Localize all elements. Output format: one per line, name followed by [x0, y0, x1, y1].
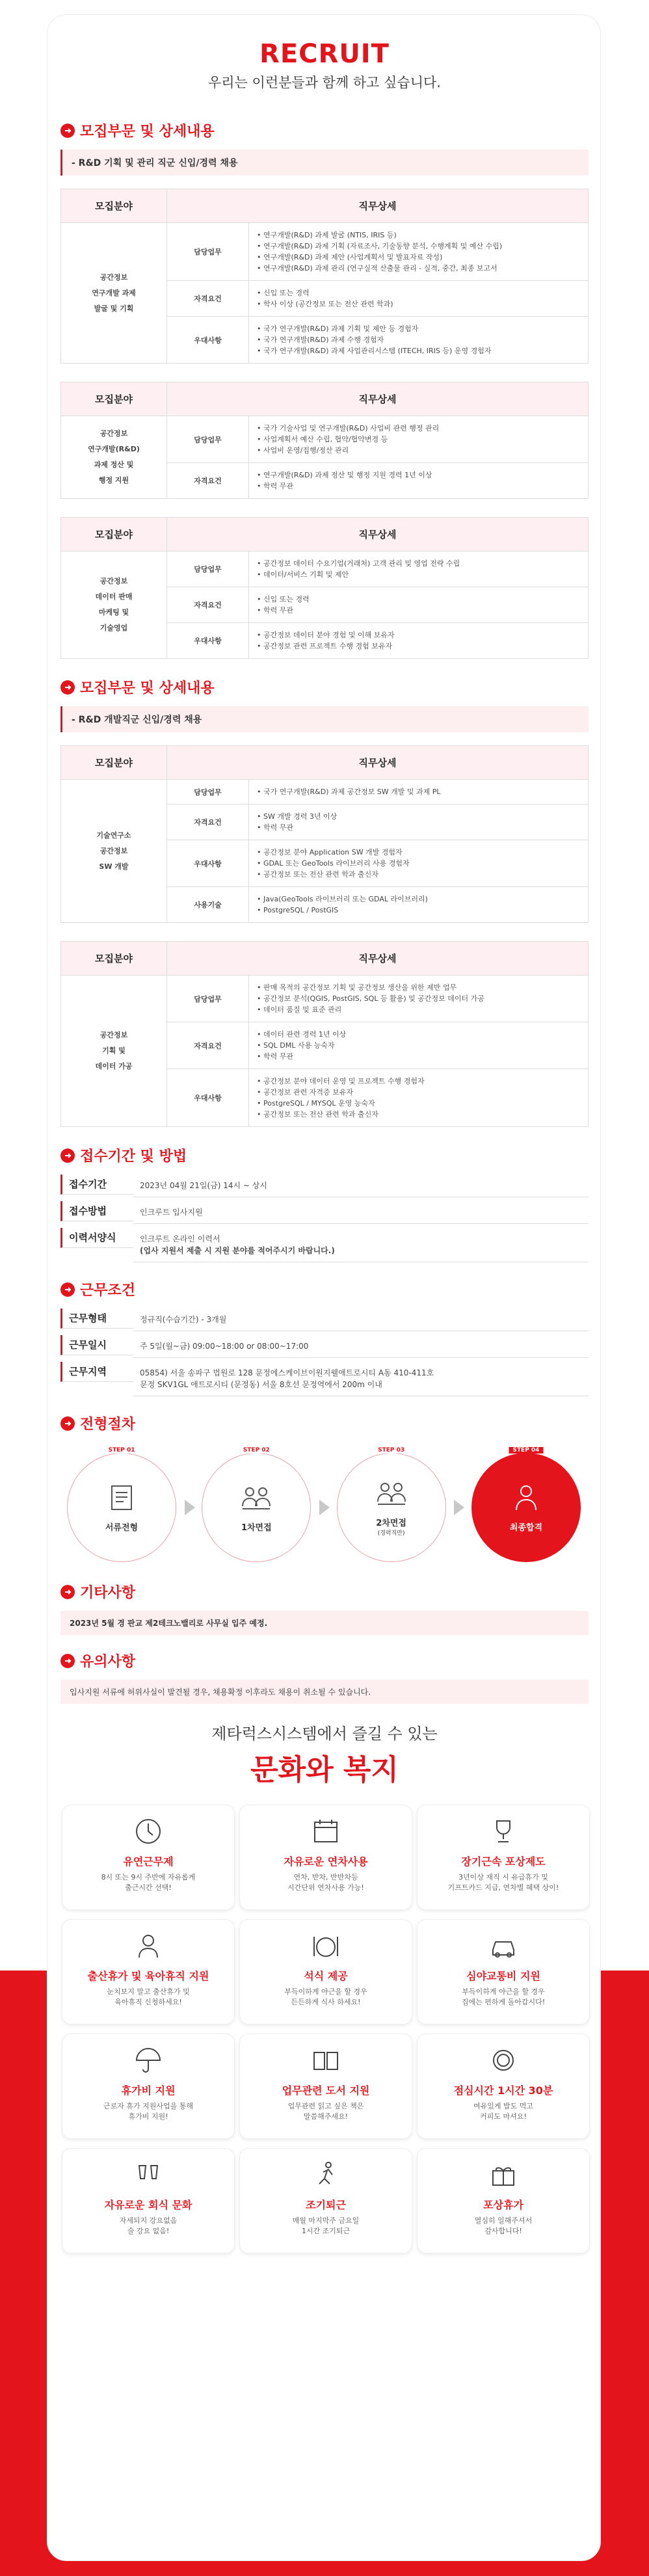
category-cell: 우대사항: [167, 1069, 249, 1127]
detail-cell: [249, 887, 589, 923]
info-value-text: 인크루트 온라인 이력서: [140, 1234, 220, 1243]
job-table: [60, 941, 589, 1127]
th-detail: 직무상세: [167, 518, 589, 551]
perk-card: [239, 2034, 412, 2139]
detail-item: • 신입 또는 경력: [257, 594, 580, 605]
category-cell: 자격요건: [167, 281, 249, 317]
category-cell: 사용기술: [167, 887, 249, 923]
etc-note: 2023년 5월 경 판교 제2테크노밸리로 사무실 입주 예정.: [60, 1611, 589, 1635]
detail-list: [257, 1029, 580, 1062]
detail-cell: [249, 223, 589, 281]
calendar-icon: [309, 1814, 343, 1848]
perk-desc: 여유있게 밥도 먹고 커피도 마셔요!: [473, 2102, 533, 2121]
trophy-icon: [486, 1814, 520, 1848]
process-step: [471, 1447, 582, 1562]
job-table: [60, 382, 589, 499]
detail-item: • 공간정보 데이터 수요기업(거래처) 고객 관리 및 영업 전략 수립: [257, 558, 580, 569]
perk-desc: 매월 마지막주 금요일 1시간 조기퇴근: [292, 2216, 360, 2235]
detail-cell: [249, 623, 589, 659]
detail-cell: [249, 463, 589, 499]
section1-tables: [60, 189, 589, 659]
category-cell: 담당업무: [167, 976, 249, 1022]
step-label: 2차면접: [376, 1519, 406, 1528]
info-row: [60, 1175, 589, 1197]
perk-card: [62, 1919, 235, 2025]
perk-desc: 연차, 반차, 반반차등 시간단위 연차사용 가능!: [287, 1873, 364, 1892]
perk-card: [239, 1919, 412, 2025]
section-header: [60, 120, 589, 140]
th-field: 모집분야: [61, 382, 167, 416]
meal-icon: [309, 1929, 343, 1963]
info-value: [133, 1308, 589, 1331]
clock-icon: [131, 1814, 165, 1848]
detail-item: • 공간정보 관련 프로젝트 수행 경험 보유자: [257, 641, 580, 652]
cheers-icon: [131, 2158, 165, 2192]
info-value-text: 주 5일(월~금) 09:00~18:00 or 08:00~17:00: [140, 1342, 309, 1351]
field-cell: 공간정보 기획 및 데이터 가공: [61, 976, 167, 1127]
detail-item: • 데이터 관련 경력 1년 이상: [257, 1029, 580, 1040]
section-header: [60, 1413, 589, 1433]
table-header-row: [61, 189, 589, 223]
step-label: 서류전형: [105, 1522, 139, 1533]
field-cell: 공간정보 연구개발 과제 발굴 및 기획: [61, 223, 167, 364]
th-detail: 직무상세: [167, 189, 589, 223]
detail-cell: [249, 1069, 589, 1127]
th-detail: 직무상세: [167, 746, 589, 780]
detail-item: • 데이터 품질 및 표준 관리: [257, 1004, 580, 1015]
perk-title: 석식 제공: [304, 1970, 348, 1982]
process-steps: [67, 1447, 582, 1562]
category-cell: 담당업무: [167, 780, 249, 804]
run-icon: [309, 2158, 343, 2192]
step-circle: [67, 1447, 176, 1562]
perk-card: [417, 1919, 590, 2025]
caution-note: 입사지원 서류에 허위사실이 발견될 경우, 채용확정 이후라도 채용이 취소될 수 있습니다.: [60, 1680, 589, 1704]
category-cell: 우대사항: [167, 840, 249, 887]
th-detail: 직무상세: [167, 382, 589, 416]
detail-item: • 국가 연구개발(R&D) 과제 수행 경험자: [257, 334, 580, 345]
info-value-text: 2023년 04월 21일(금) 14시 ~ 상시: [140, 1181, 267, 1190]
detail-item: • 국가 연구개발(R&D) 과제 사업관리시스템 (ITECH, IRIS 등) 운영 경험자: [257, 345, 580, 356]
section-subbar: - R&D 기획 및 관리 직군 신입/경력 채용: [60, 150, 589, 176]
category-cell: 담당업무: [167, 223, 249, 281]
detail-item: • Java(GeoTools 라이브러리 또는 GDAL 라이브러리): [257, 894, 580, 905]
detail-item: • SQL DML 사용 능숙자: [257, 1040, 580, 1051]
info-label: 근무지역: [60, 1362, 133, 1382]
th-field: 모집분야: [61, 518, 167, 551]
perk-desc: 눈치보지 말고 출산휴가 및 육아휴직 신청하세요!: [107, 1987, 190, 2006]
info-row: [60, 1335, 589, 1358]
table-row: [61, 780, 589, 804]
lunch-icon: [486, 2043, 520, 2077]
detail-list: [257, 811, 580, 833]
table-header-row: [61, 518, 589, 551]
info-note: 문정 SKV1GL 애트로시티 (문정동) 서울 8호선 문정역에서 200m 이내: [140, 1380, 382, 1389]
table-header-row: [61, 746, 589, 780]
book-icon: [309, 2043, 343, 2077]
perk-desc: 근로자 휴가 지원사업을 통해 휴가비 지원!: [103, 2102, 193, 2121]
job-table: [60, 745, 589, 923]
detail-list: [257, 470, 580, 492]
baby-icon: [131, 1929, 165, 1963]
detail-item: • 판매 목적의 공간정보 기획 및 공간정보 생산을 위한 제반 업무: [257, 982, 580, 993]
step-circle: [202, 1447, 311, 1562]
section-title: 접수기간 및 방법: [80, 1149, 187, 1165]
category-cell: 담당업무: [167, 416, 249, 463]
perk-card: [239, 2148, 412, 2253]
perk-title: 휴가비 지원: [121, 2084, 176, 2097]
detail-cell: [249, 281, 589, 317]
info-row: [60, 1308, 589, 1331]
detail-item: • 국가 연구개발(R&D) 과제 공간정보 SW 개발 및 과제 PL: [257, 786, 580, 797]
detail-item: • 연구개발(R&D) 과제 정산 및 행정 지원 경력 1년 이상: [257, 470, 580, 481]
detail-cell: [249, 317, 589, 364]
perk-title: 유연근무제: [123, 1855, 174, 1868]
field-cell: 공간정보 연구개발(R&D) 과제 정산 및 행정 지원: [61, 416, 167, 499]
arrow-icon: [185, 1500, 195, 1515]
link-icon: [60, 680, 75, 695]
detail-item: • 공간정보 분야 Application SW 개발 경험자: [257, 847, 580, 858]
info-label: 근무일시: [60, 1335, 133, 1355]
culture-title: 문화와 복지: [250, 1753, 399, 1786]
link-icon: [60, 1416, 75, 1431]
perk-card: [239, 1805, 412, 1910]
perk-desc: 부득이하게 야근을 할 경우 든든하게 식사 하세요!: [284, 1987, 367, 2006]
perk-card: [62, 1805, 235, 1910]
perk-title: 업무관련 도서 지원: [282, 2084, 370, 2097]
perk-card: [417, 2148, 590, 2253]
detail-item: • 연구개발(R&D) 과제 발굴 (NTIS, IRIS 등): [257, 230, 580, 241]
detail-list: [257, 847, 580, 880]
detail-item: • 학사 이상 (공간정보 또는 전산 관련 학과): [257, 299, 580, 310]
step-circle: [471, 1447, 581, 1562]
apply-rows: [60, 1175, 589, 1262]
th-field: 모집분야: [61, 189, 167, 223]
perk-card: [62, 2148, 235, 2253]
condition-rows: [60, 1308, 589, 1396]
link-icon: [60, 1149, 75, 1163]
field-cell: 공간정보 데이터 판매 마케팅 및 기술영업: [61, 551, 167, 659]
category-cell: 우대사항: [167, 317, 249, 364]
detail-item: • 학력 무관: [257, 605, 580, 616]
detail-item: • 공간정보 분야 데이터 운영 및 프로젝트 수행 경험자: [257, 1076, 580, 1087]
category-cell: 자격요건: [167, 804, 249, 840]
process-step: [202, 1447, 312, 1562]
th-field: 모집분야: [61, 746, 167, 780]
process-step: [67, 1447, 178, 1562]
detail-item: • 학력 무관: [257, 481, 580, 492]
detail-item: • 연구개발(R&D) 과제 관리 (연구실적 산출물 관리 - 실적, 중간, 최종 보고서: [257, 263, 580, 274]
info-row: [60, 1201, 589, 1224]
perk-title: 자유로운 연차사용: [284, 1855, 368, 1868]
step-number: STEP 03: [374, 1447, 408, 1454]
perk-title: 조기퇴근: [306, 2199, 346, 2211]
info-label: 접수방법: [60, 1201, 133, 1221]
detail-item: • 신입 또는 경력: [257, 287, 580, 299]
table-row: [61, 551, 589, 587]
detail-list: [257, 287, 580, 310]
detail-list: [257, 323, 580, 356]
link-icon: [60, 1282, 75, 1297]
taxi-icon: [486, 1929, 520, 1963]
detail-list: [257, 982, 580, 1015]
info-label: 접수기간: [60, 1175, 133, 1195]
section-title: 유의사항: [80, 1654, 136, 1670]
detail-item: • 사업비 운영/집행/정산 관리: [257, 445, 580, 456]
perk-desc: 자세되지 강요없음 술 강요 없음!: [119, 2216, 178, 2235]
section-subbar: - R&D 개발직군 신입/경력 채용: [60, 706, 589, 732]
detail-list: [257, 423, 580, 456]
info-value: [133, 1175, 589, 1197]
perk-title: 심야교통비 지원: [466, 1970, 540, 1982]
info-label: 근무형태: [60, 1308, 133, 1329]
detail-cell: [249, 976, 589, 1022]
detail-item: • GDAL 또는 GeoTools 라이브러리 사용 경험자: [257, 858, 580, 869]
info-value-text: 05854) 서울 송파구 법원로 128 문정에스케이브이원지웰애트로시티 A동 410-411호: [140, 1368, 434, 1377]
umbrella-icon: [131, 2043, 165, 2077]
step-number: STEP 01: [104, 1447, 139, 1454]
info-value: [133, 1362, 589, 1396]
step-circle: [337, 1447, 446, 1562]
table-row: [61, 416, 589, 463]
detail-cell: [249, 780, 589, 804]
info-value-text: 정규직(수습기간) - 3개월: [140, 1315, 227, 1324]
recruit-card: [47, 14, 601, 2561]
interview-icon: [375, 1478, 408, 1511]
table-header-row: [61, 382, 589, 416]
detail-item: • 공간정보 분석(QGIS, PostGIS, SQL 등 활용) 및 공간정보 데이터 가공: [257, 993, 580, 1004]
info-note: (업사 지원서 제출 시 지원 분야를 적어주시기 바랍니다.): [140, 1246, 335, 1255]
table-row: [61, 976, 589, 1022]
detail-item: • 공간정보 관련 자격증 보유자: [257, 1087, 580, 1098]
perk-title: 장기근속 포상제도: [461, 1855, 546, 1868]
document-icon: [107, 1483, 137, 1515]
detail-item: • 국가 연구개발(R&D) 과제 기획 및 제안 등 경험자: [257, 323, 580, 334]
info-row: [60, 1228, 589, 1262]
perk-title: 점심시간 1시간 30분: [453, 2084, 553, 2097]
detail-list: [257, 630, 580, 652]
perk-desc: 3년이상 재직 시 유급휴가 및 기프트카드 지급, 연차별 혜택 상이!: [447, 1873, 559, 1892]
section2-tables: [60, 745, 589, 1127]
detail-list: [257, 786, 580, 797]
detail-item: • 공간정보 또는 전산 관련 학과 출신자: [257, 869, 580, 880]
category-cell: 담당업무: [167, 551, 249, 587]
link-icon: [60, 1585, 75, 1599]
section-header: [60, 677, 589, 697]
perk-card: [62, 2034, 235, 2139]
perk-desc: 열심히 일해주셔서 감사합니다!: [474, 2216, 533, 2235]
section-title: 모집부문 및 상세내용: [80, 680, 215, 697]
detail-list: [257, 1076, 580, 1120]
detail-item: • 학력 무관: [257, 1051, 580, 1062]
arrow-icon: [319, 1500, 330, 1515]
process-step: [337, 1447, 447, 1562]
job-table: [60, 517, 589, 659]
category-cell: 자격요건: [167, 587, 249, 623]
detail-cell: [249, 804, 589, 840]
perk-card: [417, 1805, 590, 1910]
hero-title: RECRUIT: [259, 39, 390, 69]
section-header: [60, 1145, 589, 1165]
detail-cell: [249, 551, 589, 587]
info-value-text: 인크루트 입사지원: [140, 1208, 203, 1217]
detail-cell: [249, 840, 589, 887]
category-cell: 자격요건: [167, 463, 249, 499]
info-value: [133, 1201, 589, 1224]
step-extra: (경력직만): [377, 1530, 405, 1537]
interview-icon: [240, 1483, 272, 1515]
detail-item: • SW 개발 경력 3년 이상: [257, 811, 580, 822]
person-icon: [511, 1483, 541, 1515]
detail-item: • 국가 기술사업 및 연구개발(R&D) 사업비 관련 행정 관리: [257, 423, 580, 434]
section-header: [60, 1651, 589, 1671]
perk-card: [417, 2034, 590, 2139]
perk-title: 자유로운 회식 문화: [104, 2199, 192, 2211]
culture-subtitle: 제타럭스시스템에서 즐길 수 있는: [211, 1725, 438, 1743]
perk-desc: 부득이하게 야근을 할 경우 집에는 편하게 돌아갑시다!: [461, 1987, 546, 2006]
detail-item: • 데이터/서비스 기획 및 제안: [257, 569, 580, 580]
th-field: 모집분야: [61, 942, 167, 976]
perk-desc: 업무관련 읽고 싶은 책은 말씀해주세요!: [287, 2102, 364, 2121]
detail-list: [257, 558, 580, 580]
info-row: [60, 1362, 589, 1396]
detail-cell: [249, 587, 589, 623]
th-detail: 직무상세: [167, 942, 589, 976]
section-header: [60, 1582, 589, 1602]
section-title: 모집부문 및 상세내용: [80, 124, 215, 140]
section-title: 기타사항: [80, 1585, 136, 1601]
detail-item: • PostgreSQL / MYSQL 운영 능숙자: [257, 1098, 580, 1109]
perk-title: 출산휴가 및 육아휴직 지원: [87, 1970, 209, 1982]
link-icon: [60, 124, 75, 138]
table-header-row: [61, 942, 589, 976]
section-title: 근무조건: [80, 1282, 136, 1299]
category-cell: 우대사항: [167, 623, 249, 659]
detail-item: • 사업계획서 예산 수립, 협약/협약변경 등: [257, 434, 580, 445]
step-label: 1차면접: [241, 1522, 272, 1533]
detail-list: [257, 894, 580, 916]
section-title: 전형절차: [80, 1416, 136, 1433]
arrow-icon: [454, 1500, 464, 1515]
detail-list: [257, 230, 580, 274]
detail-item: • 연구개발(R&D) 과제 제안 (사업계획서 및 발표자료 작성): [257, 252, 580, 263]
step-number: STEP 04: [509, 1447, 543, 1454]
hero-subtitle: 우리는 이런분들과 함께 하고 싶습니다.: [208, 75, 441, 90]
section-header: [60, 1279, 589, 1299]
perk-desc: 8시 또는 9시 주반에 자유롭게 출근시간 선택!: [101, 1873, 196, 1892]
step-label: 최종합격: [509, 1522, 543, 1533]
detail-item: • 학력 무관: [257, 822, 580, 833]
detail-item: • 연구개발(R&D) 과제 기획 (자료조사, 기술동향 분석, 수행계획 및 예산 수립): [257, 241, 580, 252]
info-value: [133, 1335, 589, 1358]
detail-item: • 공간정보 또는 전산 관련 학과 출신자: [257, 1109, 580, 1120]
link-icon: [60, 1654, 75, 1668]
detail-list: [257, 594, 580, 616]
detail-cell: [249, 1022, 589, 1069]
category-cell: 자격요건: [167, 1022, 249, 1069]
info-value: [133, 1228, 589, 1262]
detail-item: • PostgreSQL / PostGIS: [257, 905, 580, 916]
table-row: [61, 223, 589, 281]
gift-icon: [486, 2158, 520, 2192]
info-label: 이력서양식: [60, 1228, 133, 1248]
field-cell: 기술연구소 공간정보 SW 개발: [61, 780, 167, 923]
job-table: [60, 189, 589, 364]
perk-title: 포상휴가: [483, 2199, 523, 2211]
detail-cell: [249, 416, 589, 463]
detail-item: • 공간정보 데이터 분야 경험 및 이해 보유자: [257, 630, 580, 641]
step-number: STEP 02: [239, 1447, 274, 1454]
card-content: [60, 15, 589, 2253]
perk-grid: [60, 1805, 589, 2253]
